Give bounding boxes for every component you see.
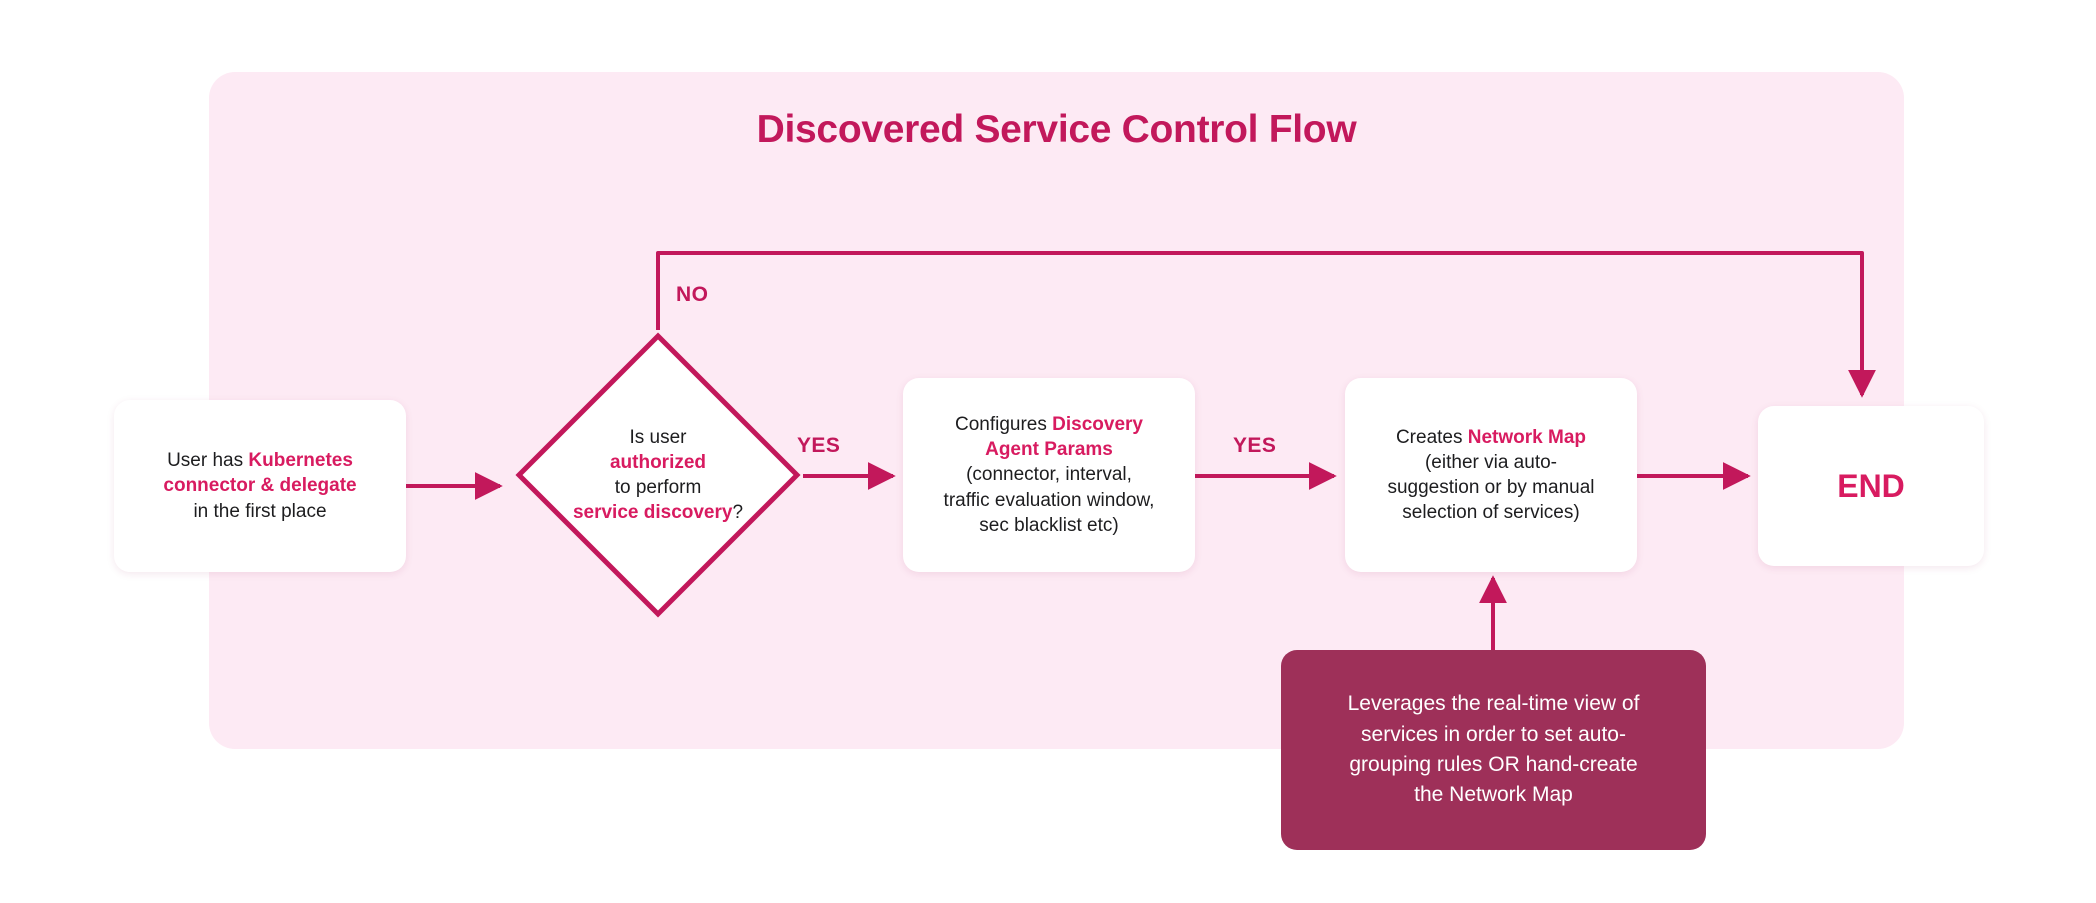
text-line: Is user xyxy=(629,426,687,448)
text-line: (either via auto- xyxy=(1424,451,1557,473)
text-line: services in order to set auto- xyxy=(1361,722,1626,746)
text-line: traffic evaluation window, xyxy=(943,489,1155,511)
text-line: to perform xyxy=(614,477,702,498)
node-user-has-connector xyxy=(114,400,406,572)
node-end xyxy=(1758,406,1984,566)
text-line: the Network Map xyxy=(1414,783,1573,807)
text-highlight: Agent Params xyxy=(985,439,1113,461)
text-highlight: Kubernetes xyxy=(248,450,353,472)
node-is-user-authorized xyxy=(513,330,803,620)
node-user-has-connector-text xyxy=(163,448,356,523)
text-highlight: connector & delegate xyxy=(163,475,357,497)
text-line: ? xyxy=(732,502,744,524)
node-is-user-authorized-text xyxy=(513,330,803,620)
text-highlight: authorized xyxy=(609,451,707,473)
text-highlight: Discovery xyxy=(1052,414,1143,436)
diagram-title: Discovered Service Control Flow xyxy=(756,108,1357,151)
text-line: selection of services) xyxy=(1402,502,1580,524)
edge-label-yes-params-to-network-map: YES xyxy=(1233,434,1277,457)
text-line: in the first place xyxy=(193,500,327,522)
node-configures-discovery-agent-params xyxy=(903,378,1195,572)
node-creates-network-map xyxy=(1345,378,1637,572)
node-end-label: END xyxy=(1837,467,1905,504)
node-configures-discovery-agent-params-text xyxy=(944,412,1155,537)
text-line: (connector, interval, xyxy=(966,464,1132,486)
annotation-network-map-note xyxy=(1281,650,1706,850)
edge-label-no: NO xyxy=(676,283,709,306)
text-line: Configures xyxy=(954,414,1053,436)
text-line: grouping rules OR hand-create xyxy=(1349,753,1638,776)
text-line: sec blacklist etc) xyxy=(979,514,1119,536)
text-line: suggestion or by manual xyxy=(1387,477,1595,498)
edge-label-yes-decision-to-params: YES xyxy=(797,434,841,457)
text-line: Leverages the real-time view of xyxy=(1347,692,1640,716)
text-line: Creates xyxy=(1395,426,1468,448)
text-highlight: Network Map xyxy=(1467,426,1587,448)
annotation-network-map-note-text xyxy=(1348,689,1640,811)
text-line: User has xyxy=(167,450,249,472)
text-highlight: service discovery xyxy=(572,502,733,524)
node-creates-network-map-text xyxy=(1387,425,1594,525)
